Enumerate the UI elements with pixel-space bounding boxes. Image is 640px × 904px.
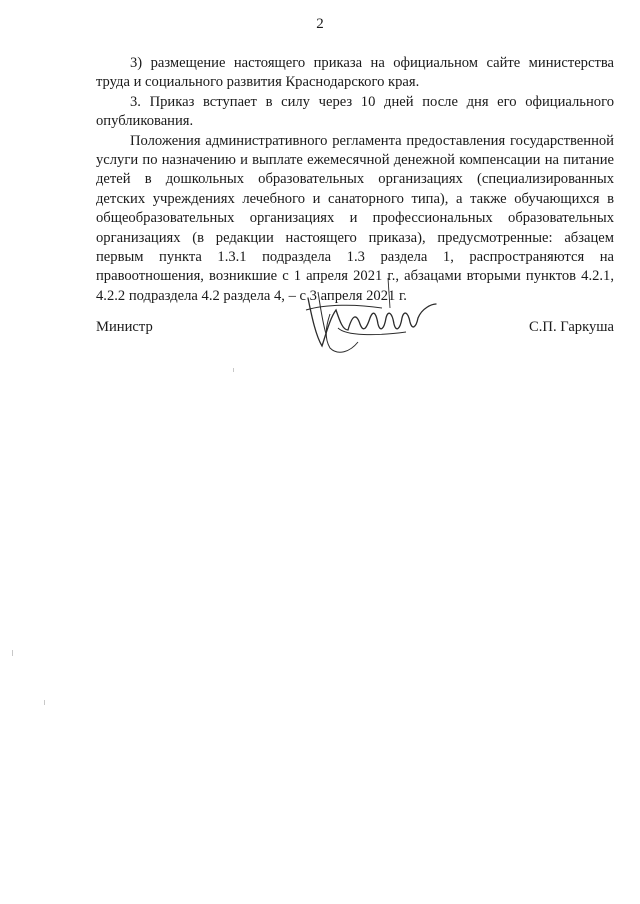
signer-name: С.П. Гаркуша	[529, 319, 614, 335]
scan-mark	[12, 650, 13, 656]
page-number: 2	[316, 16, 324, 32]
handwritten-signature	[286, 274, 446, 364]
paragraph-regulation-provisions: Положения административного регламента предоставления государственной услуги по назначению и выплате ежемесячной денежной компенсации на питание детей в дошкольных образовательных организациях (специализированных детских учреждениях лечебного и санаторного типа), а также обучающихся в общеобразовательных организациях и профессиональных образовательных организациях (в редакции настоящего приказа), предусмотренные: абзацем первым пункта 1.3.1 подраздела 1.3 раздела 1, распространяются на правоотношения, возникшие с 1 апреля 2021 г., абзацами вторыми пунктов 4.2.1, 4.2.2 подраздела 4.2 раздела 4, – с 3 апреля 2021 г.	[96, 132, 614, 304]
signer-position: Министр	[96, 319, 153, 335]
scan-mark	[44, 700, 45, 705]
scan-mark	[233, 368, 234, 372]
paragraph-entry-into-force: 3. Приказ вступает в силу через 10 дней после дня его официального опубликования.	[96, 93, 614, 130]
paragraph-publication: 3) размещение настоящего приказа на официальном сайте министерства труда и социального развития Краснодарского края.	[96, 55, 614, 91]
document-body	[96, 54, 614, 306]
signature-block	[96, 309, 614, 369]
